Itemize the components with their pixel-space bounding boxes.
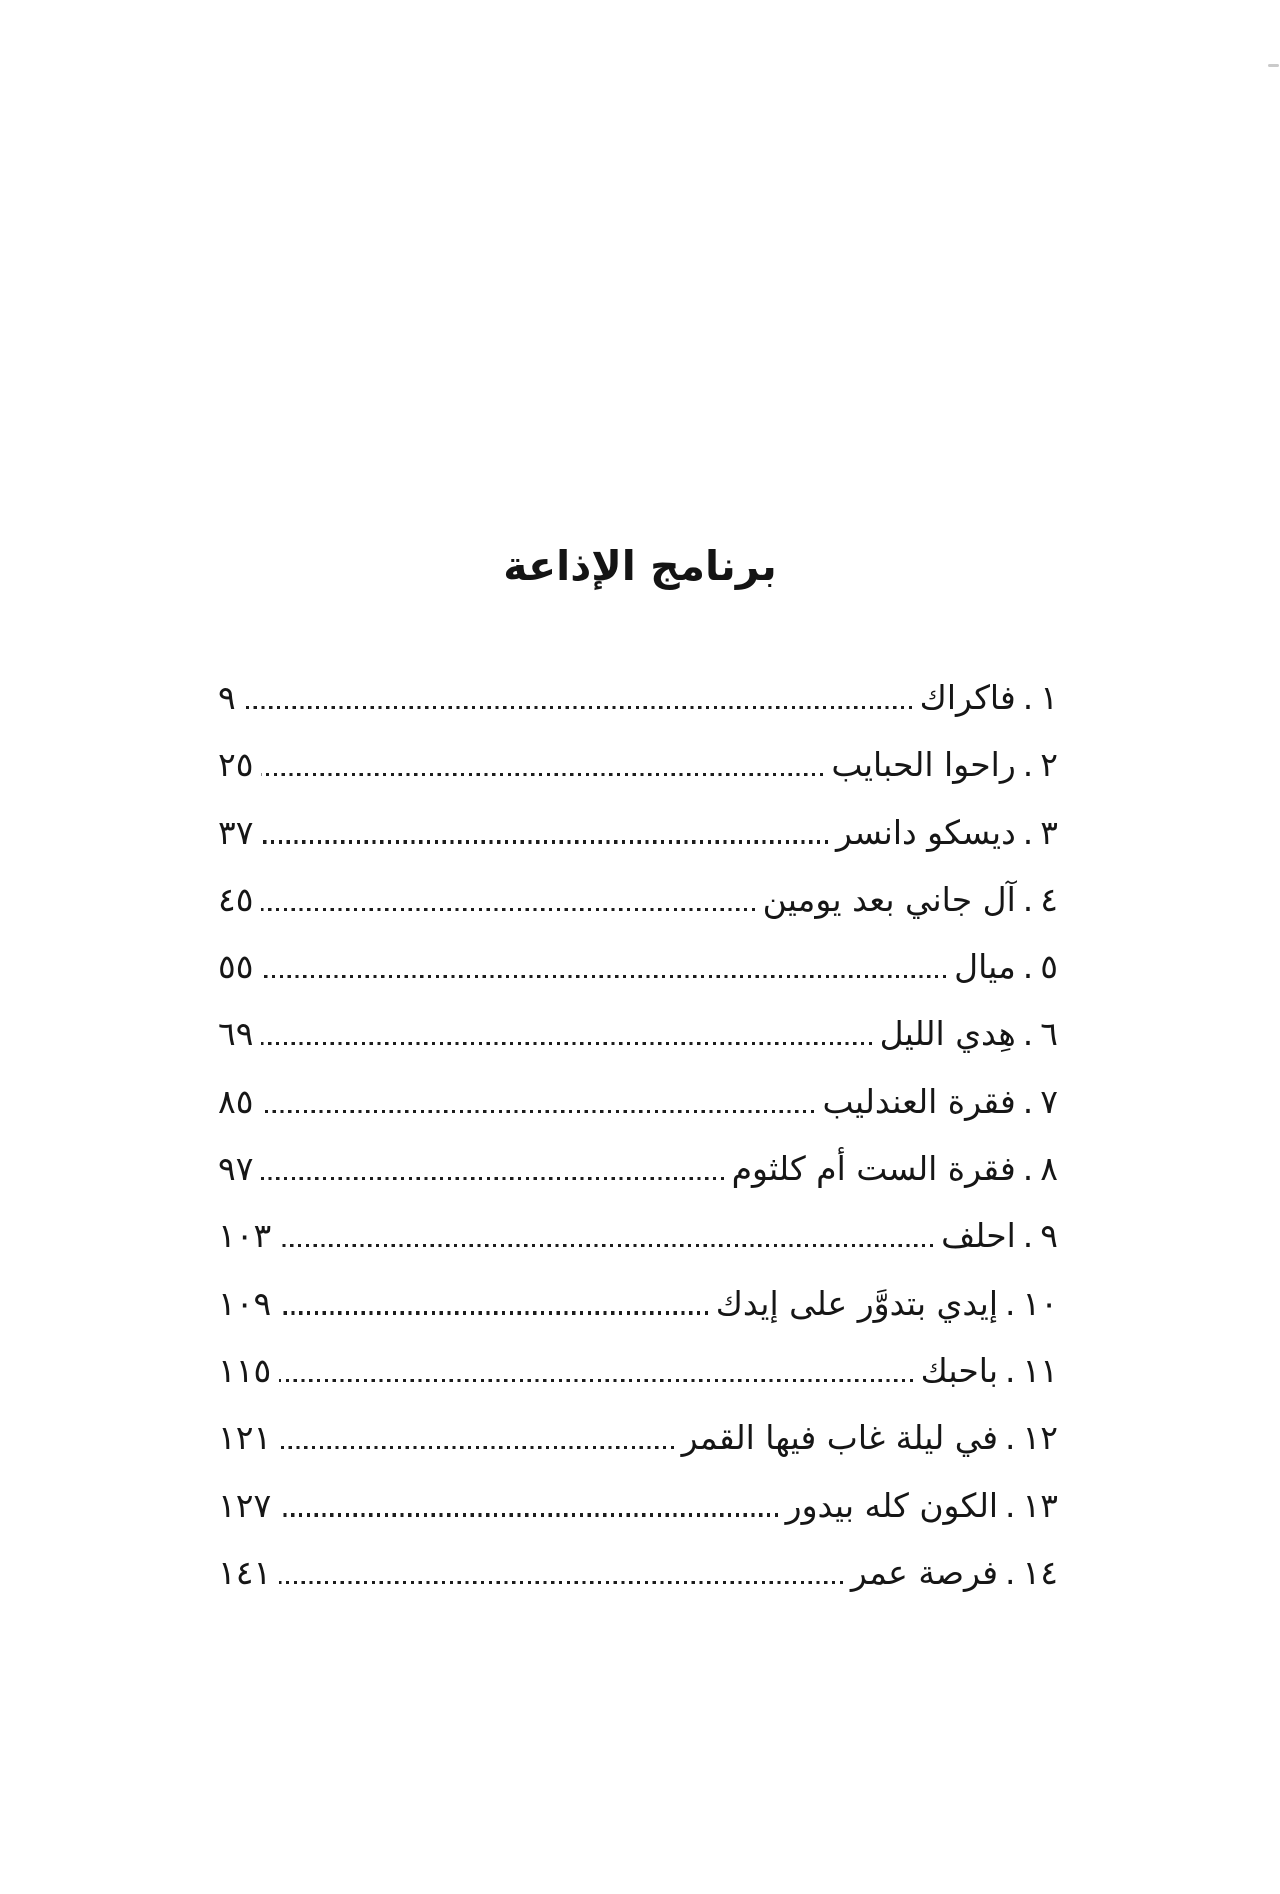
toc-entry-separator: .	[1022, 812, 1034, 852]
toc-entry-title: باحبك	[920, 1350, 999, 1390]
toc-entry	[218, 664, 1058, 731]
toc-entry-separator: .	[1005, 1552, 1016, 1592]
toc-entry-title: ميال	[954, 947, 1016, 987]
toc-entry-number: ٧	[1040, 1081, 1058, 1121]
toc-entry-title: إيدي بتدوَّر على إيدك	[715, 1283, 999, 1323]
toc-entry-separator: .	[1022, 1216, 1034, 1256]
toc-entry-number: ٣	[1040, 812, 1058, 852]
toc-entry-page-number: ١٢١	[218, 1418, 272, 1458]
toc-entry-separator: .	[1022, 1014, 1034, 1054]
toc-entry-title: احلف	[941, 1216, 1016, 1256]
toc-entry-title: راحوا الحبايب	[831, 745, 1016, 785]
toc-entry-number: ١٢	[1022, 1418, 1058, 1458]
toc-entry	[218, 799, 1058, 866]
toc-entry-title: فقرة العندليب	[822, 1081, 1016, 1121]
page-title: برنامج الإذاعة	[503, 542, 777, 590]
toc-entry-number: ٦	[1040, 1014, 1058, 1054]
toc-entry-separator: .	[1022, 1149, 1034, 1189]
toc-entry-title: هِدي الليل	[879, 1014, 1016, 1054]
toc-entry-number: ٩	[1040, 1216, 1058, 1256]
toc-entry-page-number: ٩	[218, 678, 236, 717]
dotted-leader	[279, 1581, 843, 1584]
toc-entry-page-number: ٦٩	[218, 1014, 254, 1054]
toc-entry-label	[880, 1000, 1058, 1067]
toc-entry-title: فرصة عمر	[850, 1552, 999, 1592]
toc-entry-page-number: ١٠٩	[218, 1283, 272, 1323]
scan-artifact-mark	[1268, 64, 1279, 67]
toc-entry-title: فاكراك	[919, 678, 1016, 717]
toc-entry-separator: .	[1022, 1081, 1034, 1121]
dotted-leader	[279, 1311, 708, 1314]
toc-entry-title: فقرة الست أم كلثوم	[731, 1149, 1016, 1189]
dotted-leader	[261, 1177, 723, 1180]
toc-entry-page-number: ١٢٧	[218, 1485, 272, 1525]
toc-entry	[218, 933, 1058, 1000]
toc-entry	[218, 1068, 1058, 1135]
toc-entry	[218, 1337, 1058, 1404]
toc-entry-number: ٢	[1040, 745, 1058, 785]
toc-entry-page-number: ١٠٣	[218, 1216, 272, 1256]
toc-entry-separator: .	[1022, 678, 1034, 717]
toc-entry	[218, 1404, 1058, 1471]
toc-entry-label	[954, 933, 1058, 1000]
toc-entry-separator: .	[1005, 1418, 1016, 1458]
toc-entry	[218, 1135, 1058, 1202]
toc-entry-separator: .	[1022, 947, 1034, 987]
toc-entry-label	[851, 1539, 1058, 1606]
toc-entry-label	[716, 1270, 1058, 1337]
toc-entry	[218, 1539, 1058, 1606]
toc-entry-label	[732, 1135, 1058, 1202]
toc-entry-page-number: ٨٥	[218, 1081, 254, 1121]
toc-entry-number: ١١	[1022, 1350, 1058, 1390]
toc-entry-number: ١٣	[1022, 1485, 1058, 1525]
dotted-leader	[261, 840, 828, 843]
dotted-leader	[244, 706, 912, 709]
toc-entry-separator: .	[1005, 1283, 1016, 1323]
dotted-leader	[279, 1379, 912, 1382]
toc-entry-title: ديسكو دانسر	[835, 812, 1016, 852]
toc-entry-page-number: ٣٧	[218, 812, 254, 852]
toc-list	[218, 664, 1058, 1606]
toc-entry-label	[836, 799, 1058, 866]
toc-entry-label	[920, 664, 1058, 731]
toc-entry-label	[763, 866, 1058, 933]
toc-entry-label	[831, 731, 1058, 798]
toc-entry	[218, 1472, 1058, 1539]
toc-entry-page-number: ٤٥	[218, 879, 254, 919]
dotted-leader	[261, 773, 823, 776]
dotted-leader	[279, 1244, 933, 1247]
toc-entry-title: آل جاني بعد يومين	[762, 879, 1016, 919]
toc-entry-number: ٥	[1040, 947, 1058, 987]
toc-entry	[218, 1270, 1058, 1337]
toc-entry	[218, 866, 1058, 933]
dotted-leader	[261, 1042, 871, 1045]
toc-entry-title: في ليلة غاب فيها القمر	[681, 1418, 999, 1458]
toc-entry-number: ٤	[1040, 879, 1058, 919]
toc-entry-page-number: ٩٧	[218, 1149, 254, 1189]
dotted-leader	[261, 908, 754, 911]
toc-entry-page-number: ٢٥	[218, 745, 254, 785]
toc-entry	[218, 731, 1058, 798]
toc-entry-title: الكون كله بيدور	[785, 1485, 999, 1525]
toc-entry	[218, 1202, 1058, 1269]
toc-entry-separator: .	[1005, 1485, 1016, 1525]
toc-entry	[218, 1000, 1058, 1067]
toc-entry-number: ١٠	[1022, 1283, 1058, 1323]
dotted-leader	[279, 1513, 777, 1516]
toc-entry-page-number: ١٤١	[218, 1552, 272, 1592]
toc-entry-label	[682, 1404, 1058, 1471]
toc-entry-separator: .	[1005, 1350, 1016, 1390]
toc-entry-label	[822, 1068, 1058, 1135]
toc-entry-label	[921, 1337, 1058, 1404]
toc-entry-page-number: ١١٥	[218, 1350, 272, 1390]
dotted-leader	[261, 1110, 814, 1113]
toc-entry-separator: .	[1022, 745, 1034, 785]
toc-entry-number: ١٤	[1022, 1552, 1058, 1592]
toc-entry-separator: .	[1022, 879, 1034, 919]
dotted-leader	[279, 1446, 673, 1449]
toc-entry-number: ١	[1040, 678, 1058, 717]
toc-entry-label	[941, 1202, 1058, 1269]
dotted-leader	[261, 975, 946, 978]
toc-entry-label	[786, 1472, 1058, 1539]
toc-entry-page-number: ٥٥	[218, 947, 254, 987]
toc-entry-number: ٨	[1040, 1149, 1058, 1189]
